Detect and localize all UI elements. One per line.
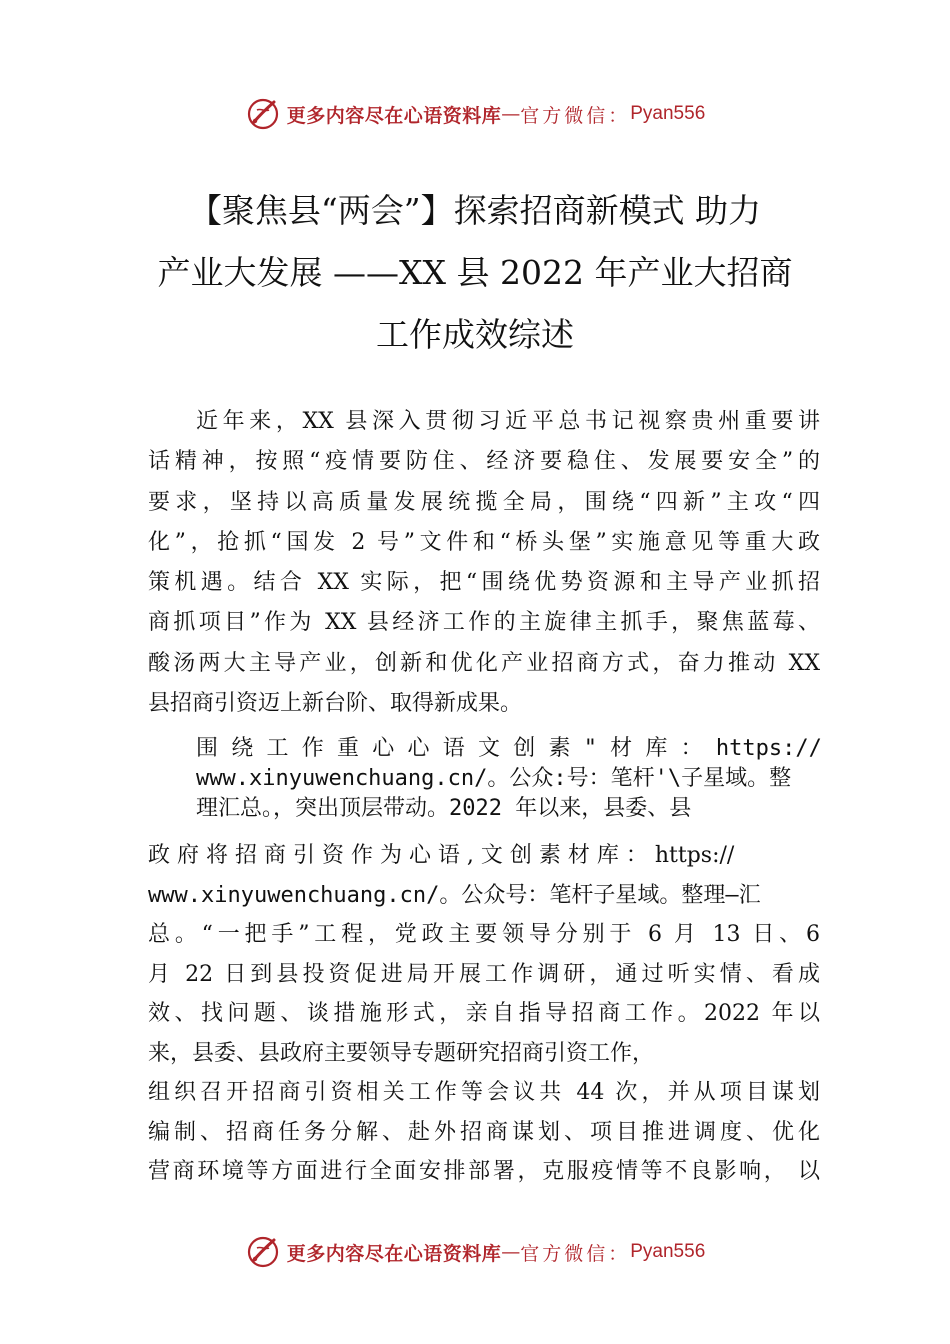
text-line: 话精神，按照“疫情要防住、经济要稳住、发展要安全”的 [148, 449, 820, 475]
paragraph-intro [148, 402, 820, 724]
text-line: 组织召开招商引资相关工作等会议共 44 次，并从项目谋划 [148, 1080, 820, 1105]
text-line: 要求，坚持以高质量发展统揽全局，围绕“四新”主攻“四 [148, 489, 820, 515]
text-line: 政 府 将 招 商 引 资 作 为 心 语 , 文 创 素 材 库 ： https:// [148, 843, 735, 868]
text-line: 围 绕 工 作 重 心 心 语 文 创 素 " 材 库 ： https:// [196, 736, 822, 761]
text-line: 化”，抢抓“国发 2 号”文件和“桥头堡”实施意见等重大政 [148, 529, 820, 555]
banner-dash: — [501, 1241, 521, 1263]
banner-title: 更多内容尽在心语资料库 [286, 1242, 502, 1265]
text-line: 营商环境等方面进行全面安排部署，克服疫情等不良影响， 以 [148, 1159, 820, 1184]
text-line: 近年来，XX 县深入贯彻习近平总书记视察贵州重要讲 [196, 409, 820, 434]
banner-wechat-id: Pyan556 [630, 1241, 706, 1262]
text-line: 商抓项目”作为 XX 县经济工作的主旋律主抓手，聚焦蓝莓、 [148, 610, 820, 636]
banner-wechat-id: Pyan556 [630, 103, 706, 124]
banner-dash: — [501, 103, 521, 125]
text-line: 理汇总。，突出顶层带动。2022 年以来，县委、县 [196, 796, 692, 821]
text-line: 总。“一把手”工程，党政主要领导分别于 6 月 13 日、6 [148, 922, 820, 947]
header-banner [0, 94, 950, 134]
brush-logo-icon [245, 1234, 281, 1270]
footer-banner [0, 1232, 950, 1272]
text-line: www.xinyuwenchuang.cn/。公众号：笔杆子星域。整理—汇 [148, 882, 761, 908]
banner-wechat-label: 官方微信： [520, 1242, 631, 1265]
inserted-text-block [196, 734, 846, 824]
text-line: 策机遇。结合 XX 实际，把“围绕优势资源和主导产业抓招 [148, 570, 820, 596]
text-line: 酸汤两大主导产业，创新和优化产业招商方式，奋力推动 XX [148, 650, 820, 676]
banner-wechat-label: 官方微信： [520, 104, 631, 127]
title-line: 产业大发展 ——XX 县 2022 年产业大招商 [157, 253, 793, 292]
title-line: 【聚焦县“两会”】探索招商新模式 助力 [188, 191, 762, 230]
text-line: www.xinyuwenchuang.cn/。公众:号：笔杆'\子星域。整 [196, 766, 792, 791]
banner-title: 更多内容尽在心语资料库 [286, 104, 502, 127]
title-line: 工作成效综述 [376, 315, 574, 354]
text-line: 来，县委、县政府主要领导专题研究招商引资工作， [148, 1040, 655, 1066]
brush-logo-icon [245, 96, 281, 132]
text-line: 月 22 日到县投资促进局开展工作调研，通过听实情、看成 [148, 961, 820, 987]
document-title [120, 180, 830, 366]
paragraph-leadership [148, 836, 820, 1192]
text-line: 效、找问题、谈措施形式，亲自指导招商工作。2022 年以 [148, 1001, 820, 1026]
text-line: 县招商引资迈上新台阶、取得新成果。 [148, 691, 523, 717]
text-line: 编制、招商任务分解、赴外招商谋划、项目推进调度、优化 [148, 1119, 820, 1145]
